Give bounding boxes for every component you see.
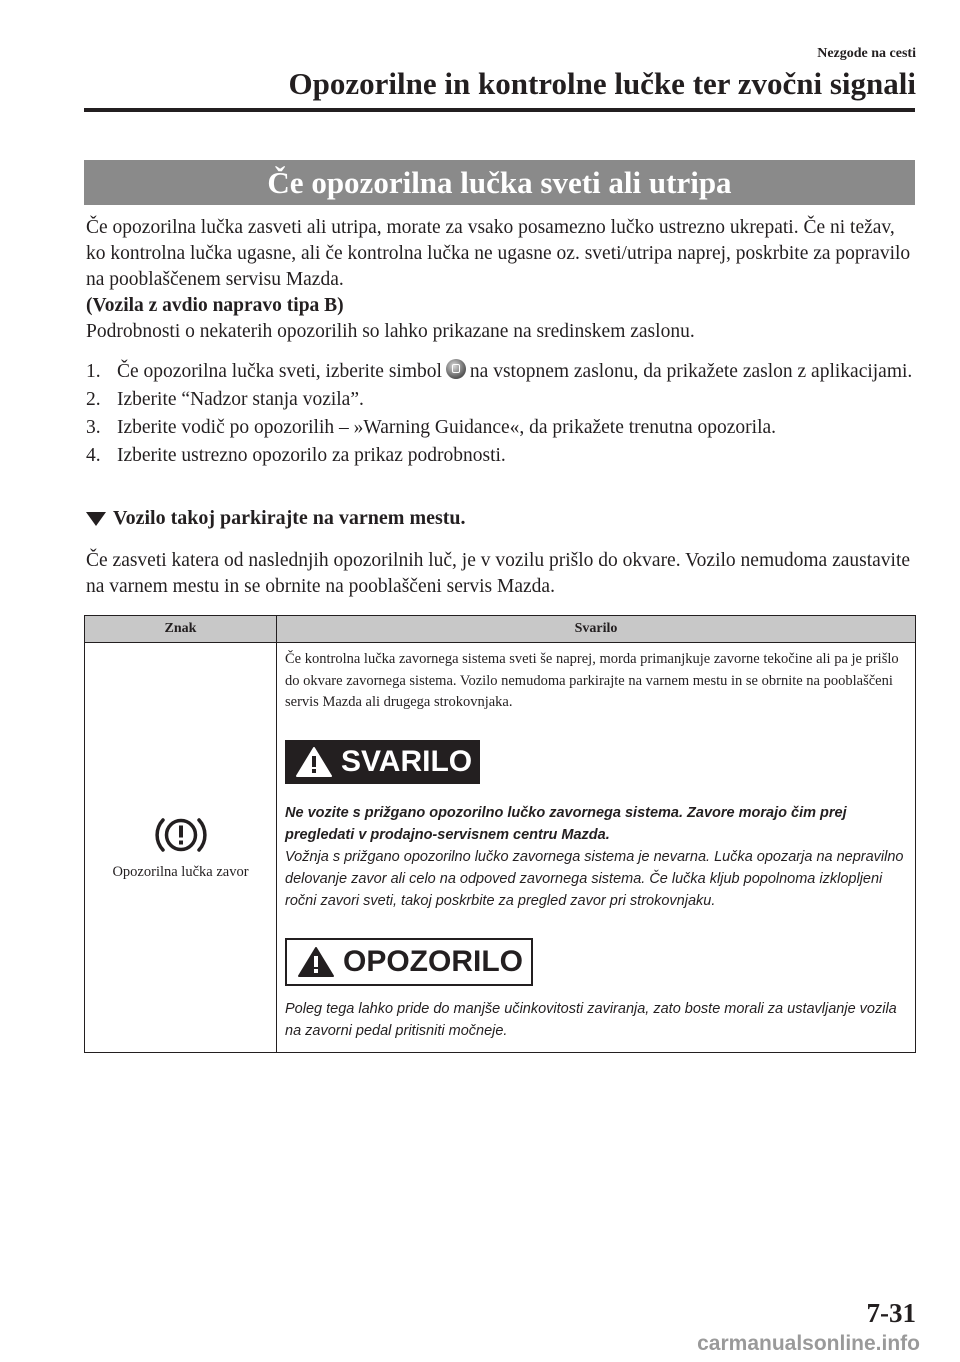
step-number: 1.	[86, 361, 101, 382]
opozorilo-text: Poleg tega lahko pride do manjše učinkovitosti zaviranja, zato boste morali za ustavljanje vozila na zavorni pedal pritisniti močneje.	[285, 1000, 897, 1039]
list-item	[86, 387, 916, 413]
description-cell	[277, 643, 916, 1053]
description-intro: Če kontrolna lučka zavornega sistema sveti še naprej, morda primanjkuje zavorne tekočine ali pa je prišlo do okvare zavornega sistema. Vozilo nemudoma parkirajte na varnem mestu in se obrnite na pooblaščeni servis Mazda ali drugega strokovnjaka.	[285, 651, 899, 710]
step-text: Če opozorilna lučka sveti, izberite simbol na vstopnem zaslonu, da prikažete zaslon z aplikacijami.	[117, 361, 913, 382]
column-header-sign: Znak	[85, 616, 277, 643]
details-paragraph: Podrobnosti o nekaterih opozorilih so lahko prikazane na sredinskem zaslonu.	[86, 321, 695, 342]
svarilo-label: SVARILO	[285, 740, 480, 784]
intro-text	[86, 215, 916, 345]
svarilo-text: Vožnja s prižgano opozorilno lučko zavornega sistema je nevarna. Lučka opozarja na nepravilno delovanje zavor ali celo na odpoved zavornega sistema. Če lučka kljub popolnoma izklopljeni ročni zavori sveti, takoj poskrbite za pregled zavor pri strokovnjaku.	[285, 848, 904, 909]
step-text: Izberite vodič po opozorilih – »Warning Guidance«, da prikažete trenutna opozorila.	[117, 417, 777, 438]
subheading-text: Vozilo takoj parkirajte na varnem mestu.	[113, 507, 466, 529]
brake-warning-icon	[153, 813, 209, 857]
step-number: 2.	[86, 389, 101, 410]
steps-list	[86, 359, 916, 469]
sign-label: Opozorilna lučka zavor	[112, 864, 249, 881]
step-text: Izberite ustrezno opozorilo za prikaz podrobnosti.	[117, 445, 506, 466]
list-item	[86, 415, 916, 441]
column-header-warning: Svarilo	[277, 616, 916, 643]
warning-table	[84, 615, 916, 1053]
chapter-title: Opozorilne in kontrolne lučke ter zvočni signali	[288, 66, 916, 101]
intro-paragraph: Če opozorilna lučka zasveti ali utripa, morate za vsako posamezno lučko ustrezno ukrepati. Če ni težav, ko kontrolna lučka ugasne, ali če kontrolna lučka ne ugasne oz. sveti/utripa naprej, poskrbite za popravilo na pooblaščenem servisu Mazda.	[86, 217, 911, 290]
section-label: Nezgode na cesti	[817, 46, 916, 61]
section-banner: Če opozorilna lučka sveti ali utripa	[84, 160, 915, 205]
step-text: Izberite “Nadzor stanja vozila”.	[117, 389, 364, 410]
step-number: 4.	[86, 445, 101, 466]
triangle-down-icon	[86, 512, 106, 526]
opozorilo-label: OPOZORILO	[285, 938, 533, 986]
svarilo-bold-text: Ne vozite s prižgano opozorilno lučko zavornega sistema. Zavore morajo čim prej pregledati v prodajno-servisnem centru Mazda.	[285, 804, 847, 843]
warning-triangle-icon	[297, 946, 335, 978]
page-number: 7-31	[866, 1298, 916, 1328]
audio-type-note: (Vozila z avdio napravo tipa B)	[86, 295, 344, 316]
sub-paragraph: Če zasveti katera od naslednjih opozorilnih luč, je v vozilu prišlo do okvare. Vozilo nemudoma zaustavite na varnem mestu in se obrnite na pooblaščeni servis Mazda.	[86, 550, 911, 597]
watermark: carmanualsonline.info	[697, 1332, 920, 1355]
header-rule	[84, 108, 915, 112]
step-number: 3.	[86, 417, 101, 438]
warning-triangle-icon	[295, 746, 333, 778]
apps-icon	[446, 359, 466, 379]
subheading	[86, 507, 466, 530]
table-row	[85, 643, 916, 1053]
list-item	[86, 359, 916, 385]
list-item	[86, 443, 916, 469]
sign-cell	[85, 643, 277, 1053]
